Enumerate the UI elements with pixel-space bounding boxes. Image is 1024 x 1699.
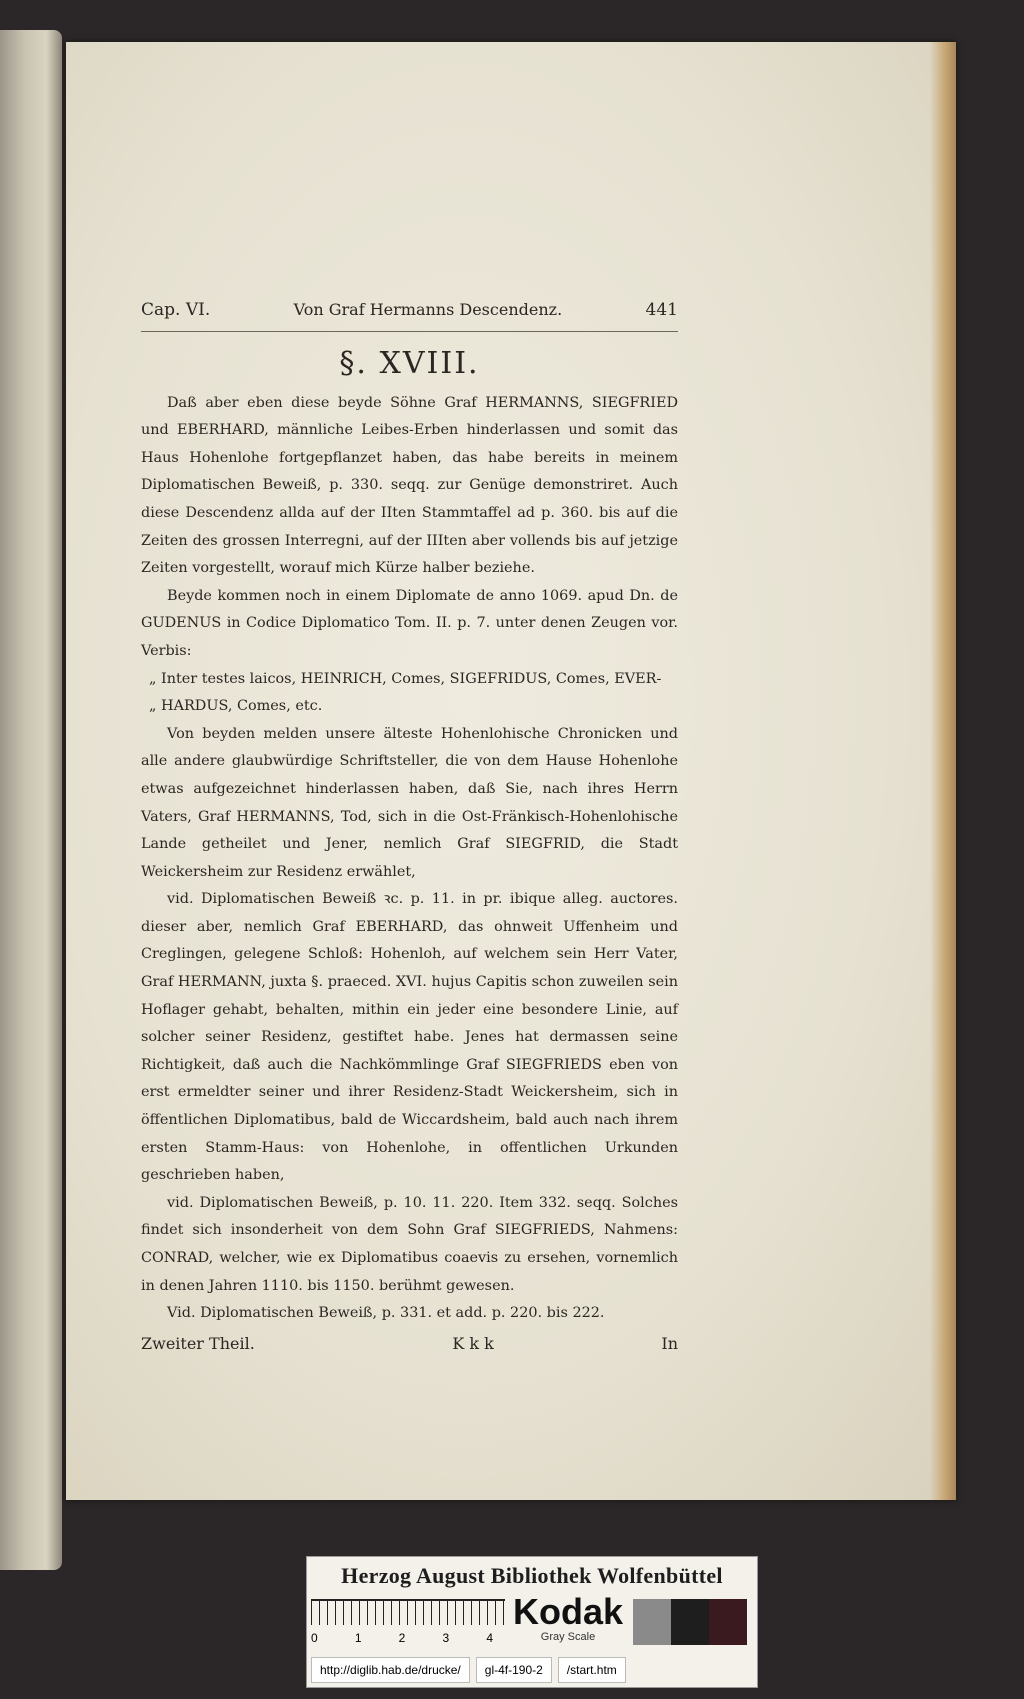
paragraph-3: Von beyden melden unsere älteste Hohenlohische Chronicken und alle andere glaubwürdige Schriftsteller, die von dem Hause Hohenlohe etwas aufgezeichnet hinderlassen haben, daß Sie, nach ihres Herrn Vaters, Graf HERMANNS, Tod, sich in die Ost-Fränkisch-Hohenlohische Lande getheilet und Jener, nemlich Graf SIEGFRID, die Stadt Weickersheim zur Residenz erwählet, <box>141 725 678 880</box>
kodak-wordmark: Kodak <box>513 1591 624 1632</box>
paragraph-5: vid. Diplomatischen Beweiß, p. 10. 11. 220. Item 332. seqq. Solches findet sich insonderheit von dem Sohn Graf SIEGFRIEDS, Nahmens: CONRAD, welcher, wie ex Diplomatibus coaevis zu ersehen, vornemlich in denen Jahren 1110. bis 1150. berühmt gewesen. <box>141 1194 678 1294</box>
chapter-label: Cap. VI. <box>141 300 211 320</box>
ruler-ticks <box>311 1599 505 1625</box>
volume-label: Zweiter Theil. <box>141 1333 255 1353</box>
quote-line-1: „ Inter testes laicos, HEINRICH, Comes, SIGEFRIDUS, Comes, EVER- <box>149 670 662 687</box>
paragraph-2: Beyde kommen noch in einem Diplomate de anno 1069. apud Dn. de GUDENUS in Codice Diplomatico Tom. II. p. 7. unter denen Zeugen vor. Verbis: <box>141 587 678 659</box>
running-title: Von Graf Hermanns Descendenz. <box>293 300 563 319</box>
target-urls <box>311 1657 753 1683</box>
signature-mark: K k k <box>452 1333 494 1353</box>
ruler-numbers <box>311 1631 505 1645</box>
ruler-number: 4 <box>486 1631 493 1645</box>
ruler-number: 2 <box>398 1631 406 1645</box>
ruler-number: 3 <box>442 1631 450 1645</box>
ruler-number: 1 <box>354 1631 362 1645</box>
page-number: 441 <box>645 300 678 320</box>
ruler-scale <box>311 1599 505 1653</box>
source-url: http://diglib.hab.de/drucke/ <box>311 1657 470 1683</box>
adjacent-page-edge <box>0 30 62 1570</box>
gray-patches <box>633 1599 747 1645</box>
ruler-number: 0 <box>311 1631 318 1645</box>
paragraph-6: Vid. Diplomatischen Beweiß, p. 331. et add. p. 220. bis 222. <box>167 1305 605 1322</box>
color-target-card <box>306 1556 758 1688</box>
gray-scale-label: Gray Scale <box>540 1631 596 1643</box>
page-text <box>141 296 678 1357</box>
library-name: Herzog August Bibliothek Wolfenbüttel <box>341 1563 723 1588</box>
quote-line-2: „ HARDUS, Comes, etc. <box>149 698 323 715</box>
shelfmark: gl-4f-190-2 <box>476 1657 552 1683</box>
gray-patch <box>671 1599 709 1645</box>
section-title: §. XVIII. <box>339 345 480 381</box>
catchword: In <box>661 1333 678 1353</box>
kodak-logo <box>513 1593 623 1643</box>
page-footer <box>141 1330 678 1358</box>
running-header <box>141 296 678 332</box>
paragraph-4: vid. Diplomatischen Beweiß ꝛc. p. 11. in pr. ibique alleg. auctores. dieser aber, nemlich Graf EBERHARD, das ohnweit Uffenheim und Creglingen, gelegene Schloß: Hohenloh, auf welchem sein Herr Vater, Graf HERMANN, juxta §. praeced. XVI. hujus Capitis schon zuweilen sein Hoflager gehabt, behalten, mithin ein jeder eine besondere Linie, auf solcher seiner Residenz, gestiftet habe. Jenes hat dermassen seine Richtigkeit, daß auch die Nachkömmlinge Graf SIEGFRIEDS eben von erst ermeldter seiner und ihrer Residenz-Stadt Weickersheim, sich in öffentlichen Diplomatibus, bald de Wiccardsheim, bald auch nach ihrem ersten Stamm-Haus: von Hohenlohe, in offentlichen Urkunden geschrieben haben, <box>141 891 678 1184</box>
gray-patch <box>709 1599 747 1645</box>
paragraph-1: Daß aber eben diese beyde Söhne Graf HERMANNS, SIEGFRIED und EBERHARD, männliche Leibes-Erben hinderlassen und somit das Haus Hohenlohe fortgepflanzet haben, das habe bereits in meinem Diplomatischen Beweiß, p. 330. seqq. zur Genüge demonstriret. Auch diese Descendenz allda auf der IIten Stammtaffel ad p. 360. bis auf die Zeiten des grossen Interregni, auf der IIIten aber vollends bis auf jetzige Zeiten vorgestellt, worauf mich Kürze halber beziehe. <box>141 394 678 577</box>
start-file: /start.htm <box>558 1657 626 1683</box>
gray-patch <box>633 1599 671 1645</box>
